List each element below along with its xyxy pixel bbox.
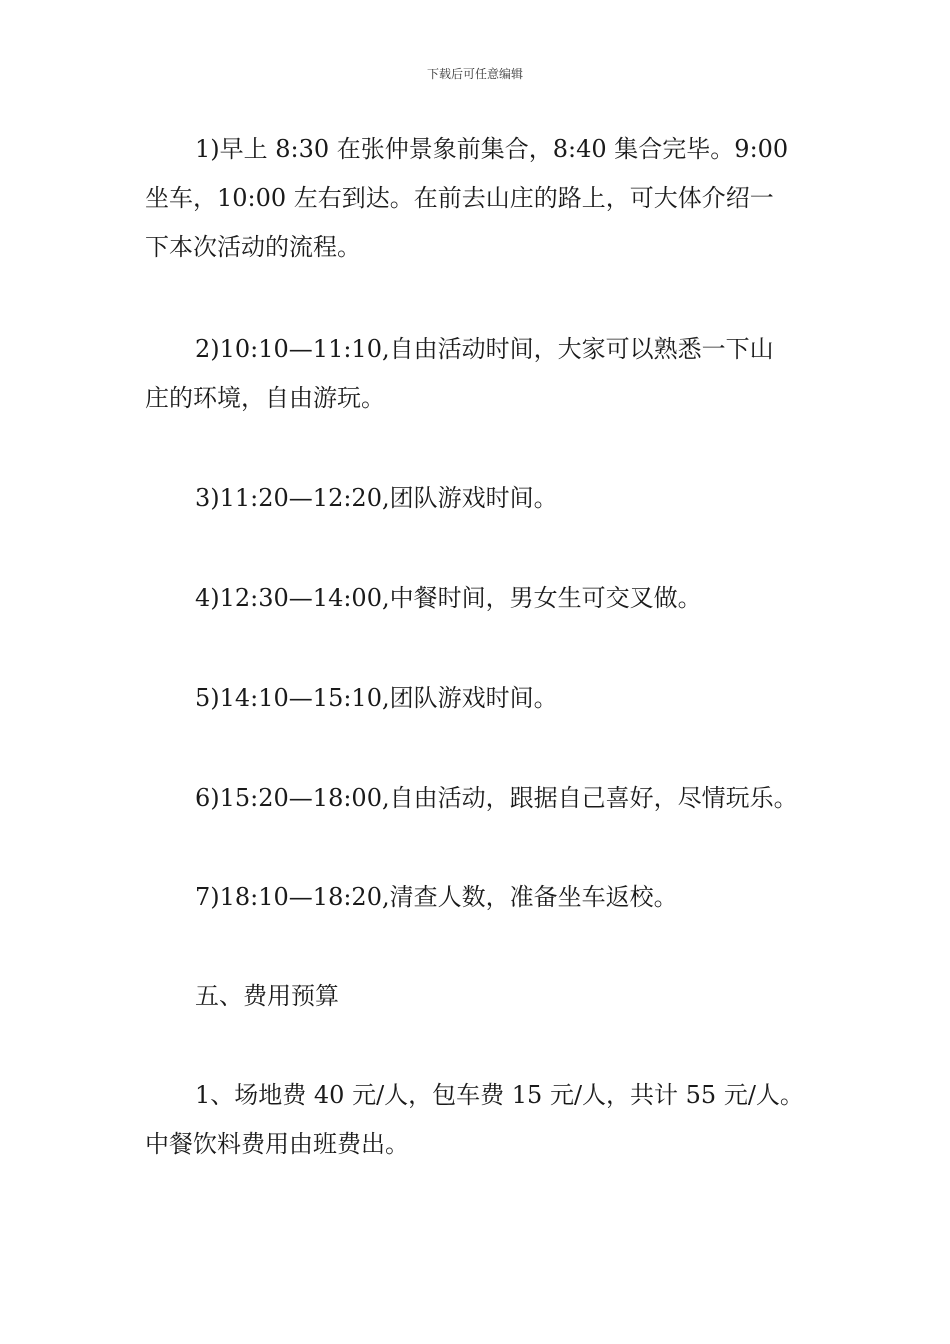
paragraph-line: 2)10:10—11:10,自由活动时间，大家可以熟悉一下山	[195, 335, 774, 363]
paragraph-line: 五、费用预算	[195, 982, 339, 1010]
paragraph-line: 6)15:20—18:00,自由活动，跟据自己喜好，尽情玩乐。	[195, 784, 798, 812]
paragraph-line: 中餐饮料费用由班费出。	[145, 1130, 409, 1158]
paragraph-schedule-2	[145, 325, 825, 423]
paragraph-line: 5)14:10—15:10,团队游戏时间。	[195, 684, 558, 712]
paragraph-schedule-4	[145, 574, 825, 623]
paragraph-schedule-3	[145, 474, 825, 523]
paragraph-budget-1	[145, 1071, 825, 1169]
paragraph-schedule-1	[145, 125, 825, 272]
paragraph-line: 下本次活动的流程。	[145, 233, 361, 261]
paragraph-schedule-6	[145, 774, 825, 823]
paragraph-line: 1、场地费 40 元/人，包车费 15 元/人，共计 55 元/人。	[195, 1081, 804, 1109]
paragraph-line: 3)11:20—12:20,团队游戏时间。	[195, 484, 558, 512]
paragraph-line: 坐车，10:00 左右到达。在前去山庄的路上，可大体介绍一	[145, 184, 774, 212]
page-header: 下载后可任意编辑	[426, 67, 523, 81]
section-heading-budget	[145, 972, 825, 1021]
paragraph-line: 7)18:10—18:20,清查人数，准备坐车返校。	[195, 883, 678, 911]
paragraph-schedule-7	[145, 873, 825, 922]
paragraph-line: 庄的环境，自由游玩。	[145, 384, 385, 412]
paragraph-schedule-5	[145, 674, 825, 723]
paragraph-line: 4)12:30—14:00,中餐时间，男女生可交叉做。	[195, 584, 702, 612]
paragraph-line: 1)早上 8:30 在张仲景象前集合，8:40 集合完毕。9:00	[195, 135, 789, 163]
